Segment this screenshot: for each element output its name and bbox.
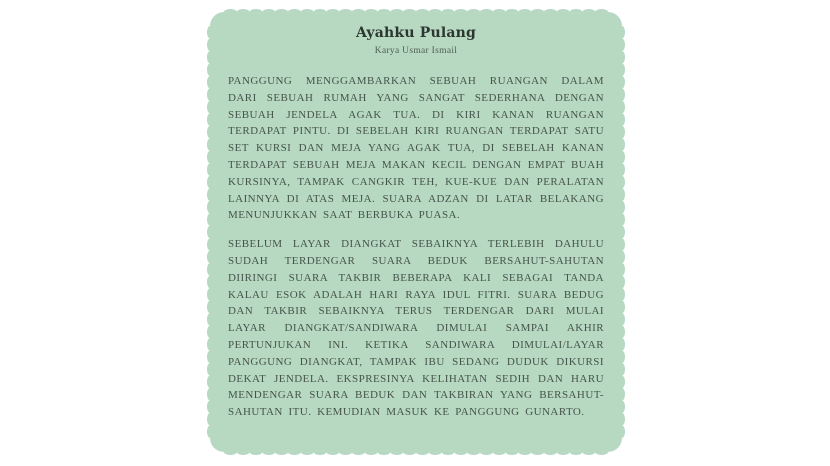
card-content bbox=[210, 12, 622, 452]
script-title: Ayahku Pulang bbox=[355, 25, 477, 41]
stage-direction-paragraph-1: PANGGUNG MENGGAMBARKAN SEBUAH RUANGAN DALAM DARI SEBUAH RUMAH YANG SANGAT SEDERHANA DENGAN SEBUAH JENDELA AGAK TUA. DI KIRI KANAN RUANGAN TERDAPAT PINTU. DI SEBELAH KIRI RUANGAN TERDAPAT SATU SET KURSI DAN MEJA YANG AGAK TUA, DI SEBELAH KANAN TERDAPAT SEBUAH MEJA MAKAN KECIL DENGAN EMPAT BUAH KURSINYA, TAMPAK CANGKIR TEH, KUE-KUE DAN PERALATAN LAINNYA DI ATAS MEJA. SUARA ADZAN DI LATAR BELAKANG MENUNJUKKAN SAAT BERBUKA PUASA. bbox=[228, 75, 604, 222]
stage-direction-paragraph-2: SEBELUM LAYAR DIANGKAT SEBAIKNYA TERLEBIH DAHULU SUDAH TERDENGAR SUARA BEDUK BERSAHUT-SAHUTAN DIIRINGI SUARA TAKBIR BEBERAPA KALI SEBAGAI TANDA KALAU ESOK ADALAH HARI RAYA IDUL FITRI. SUARA BEDUG DAN TAKBIR SEBAIKNYA TERUS TERDENGAR DARI MULAI LAYAR DIANGKAT/SANDIWARA DIMULAI SAMPAI AKHIR PERTUNJUKAN INI. KETIKA SANDIWARA DIMULAI/LAYAR PANGGUNG DIANGKAT, TAMPAK IBU SEDANG DUDUK DIKURSI DEKAT JENDELA. EKSPRESINYA KELIHATAN SEDIH DAN HARU MENDENGAR SUARA BEDUK DAN TAKBIRAN YANG BERSAHUT-SAHUTAN ITU. KEMUDIAN MASUK KE PANGGUNG GUNARTO. bbox=[228, 238, 604, 419]
script-author: Karya Usmar Ismail bbox=[374, 46, 458, 56]
drama-script-card bbox=[210, 12, 622, 452]
